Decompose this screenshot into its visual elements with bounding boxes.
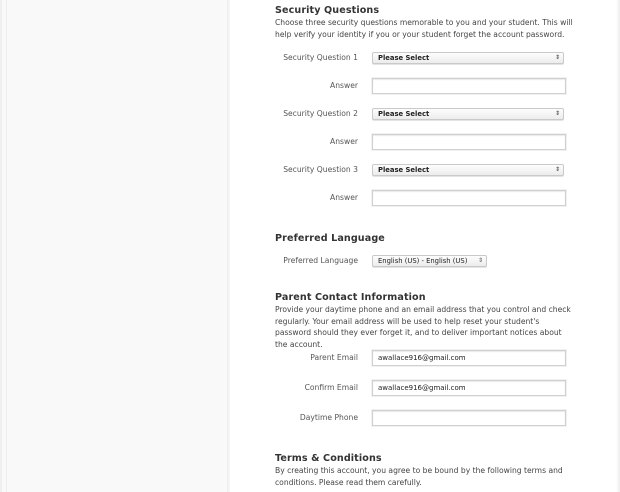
answer-1-input[interactable] [372, 78, 566, 94]
daytime-phone-input[interactable] [372, 410, 566, 426]
security-questions-description: Choose three security questions memorable to you and your student. This will help verify your identity if you or your student forget the account password. [275, 18, 573, 39]
security-question-2-selected: Please Select [378, 110, 430, 118]
left-sidebar-panel [0, 0, 227, 492]
right-edge-border [616, 0, 620, 492]
daytime-phone-label: Daytime Phone [299, 413, 358, 422]
answer-3-input[interactable] [372, 190, 566, 206]
preferred-language-select[interactable] [372, 255, 487, 267]
select-arrows-icon: ⇕ [554, 166, 560, 173]
security-question-3-label: Security Question 3 [283, 165, 358, 174]
security-question-1-label: Security Question 1 [283, 53, 358, 62]
security-question-2-label: Security Question 2 [283, 109, 358, 118]
preferred-language-heading: Preferred Language [275, 233, 385, 244]
select-arrows-icon: ⇕ [477, 257, 483, 264]
confirm-email-label: Confirm Email [304, 383, 358, 392]
preferred-language-label: Preferred Language [283, 256, 358, 265]
terms-heading: Terms & Conditions [275, 453, 382, 464]
answer-3-label: Answer [330, 193, 358, 202]
confirm-email-input[interactable]: awallace916@gmail.com [372, 380, 566, 396]
answer-1-label: Answer [330, 81, 358, 90]
terms-description: By creating this account, you agree to be bound by the following terms and conditions. Please read them carefully. [275, 466, 563, 487]
preferred-language-selected: English (US) - English (US) [378, 257, 468, 265]
security-question-3-selected: Please Select [378, 166, 430, 174]
select-arrows-icon: ⇕ [554, 110, 560, 117]
answer-2-input[interactable] [372, 134, 566, 150]
security-questions-heading: Security Questions [275, 5, 380, 16]
select-arrows-icon: ⇕ [554, 54, 560, 61]
parent-contact-description: Provide your daytime phone and an email address that you control and check regularly. Your email address will be used to help reset your student's password should they ever forget it, and to deliver important notices about the account. [275, 305, 571, 349]
parent-contact-heading: Parent Contact Information [275, 292, 426, 303]
security-question-1-selected: Please Select [378, 54, 430, 62]
security-question-1-select[interactable] [372, 52, 564, 64]
parent-email-input[interactable]: awallace916@gmail.com [372, 350, 566, 366]
security-question-3-select[interactable] [372, 164, 564, 176]
security-question-2-select[interactable] [372, 108, 564, 120]
parent-email-label: Parent Email [310, 353, 358, 362]
answer-2-label: Answer [330, 137, 358, 146]
